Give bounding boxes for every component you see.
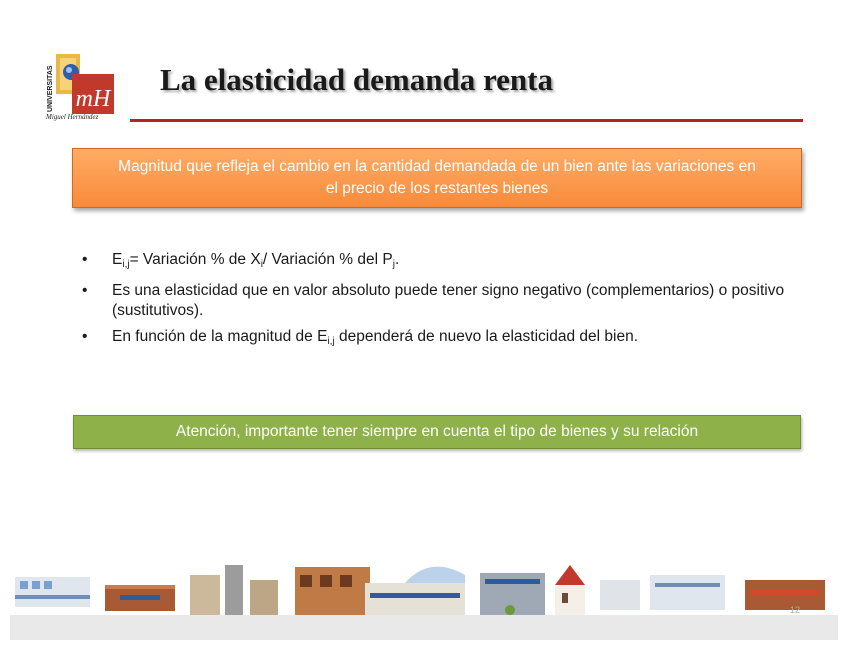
attention-box bbox=[73, 415, 801, 449]
magnitude-sub-ij: i,j bbox=[327, 336, 335, 347]
magnitude-text-1: En función de la magnitud de E bbox=[112, 328, 328, 345]
building-7 bbox=[555, 565, 585, 615]
definition-box bbox=[72, 148, 802, 208]
building-1 bbox=[15, 577, 90, 607]
title-divider bbox=[130, 119, 803, 122]
attention-text: Atención, importante tener siempre en cuenta el tipo de bienes y su relación bbox=[175, 423, 699, 440]
formula-text-1: = Variación % de X bbox=[129, 251, 261, 268]
bullet-magnitude bbox=[80, 327, 790, 352]
formula-e: E bbox=[112, 251, 123, 268]
building-5 bbox=[365, 567, 465, 615]
definition-text: Magnitud que refleja el cambio en la cantidad demandada de un bien ante las variaciones en el precio de los restantes bienes bbox=[118, 158, 756, 197]
bullet-sign bbox=[80, 281, 790, 321]
logo-vertical-text: UNIVERSITAS bbox=[47, 65, 54, 112]
building-3 bbox=[190, 565, 278, 615]
bullet-formula bbox=[80, 250, 790, 275]
formula-period: . bbox=[394, 251, 400, 268]
building-4 bbox=[295, 567, 370, 615]
logo-monogram: mH bbox=[75, 86, 111, 112]
campus-buildings-banner bbox=[10, 555, 838, 640]
slide-title: La elasticidad demanda renta bbox=[160, 62, 553, 97]
formula-text-2: / Variación % del P bbox=[262, 251, 393, 268]
formula-sub-ij: i,j bbox=[122, 259, 130, 270]
magnitude-text-2: dependerá de nuevo la elasticidad del bien. bbox=[334, 328, 639, 345]
building-2 bbox=[105, 585, 175, 611]
university-logo bbox=[46, 50, 118, 122]
bullet-list bbox=[80, 250, 790, 358]
building-8 bbox=[600, 575, 725, 610]
formula-sub-j: j bbox=[392, 259, 395, 270]
building-6 bbox=[480, 573, 545, 615]
logo-caption: Miguel Hernández bbox=[46, 113, 99, 121]
formula-sub-i: i bbox=[260, 259, 263, 270]
page-number: 12 bbox=[790, 605, 801, 615]
bullet-sign-text: Es una elasticidad que en valor absoluto puede tener signo negativo (complementarios) o positivo (sustitutivos). bbox=[112, 282, 785, 319]
building-9 bbox=[745, 580, 825, 610]
